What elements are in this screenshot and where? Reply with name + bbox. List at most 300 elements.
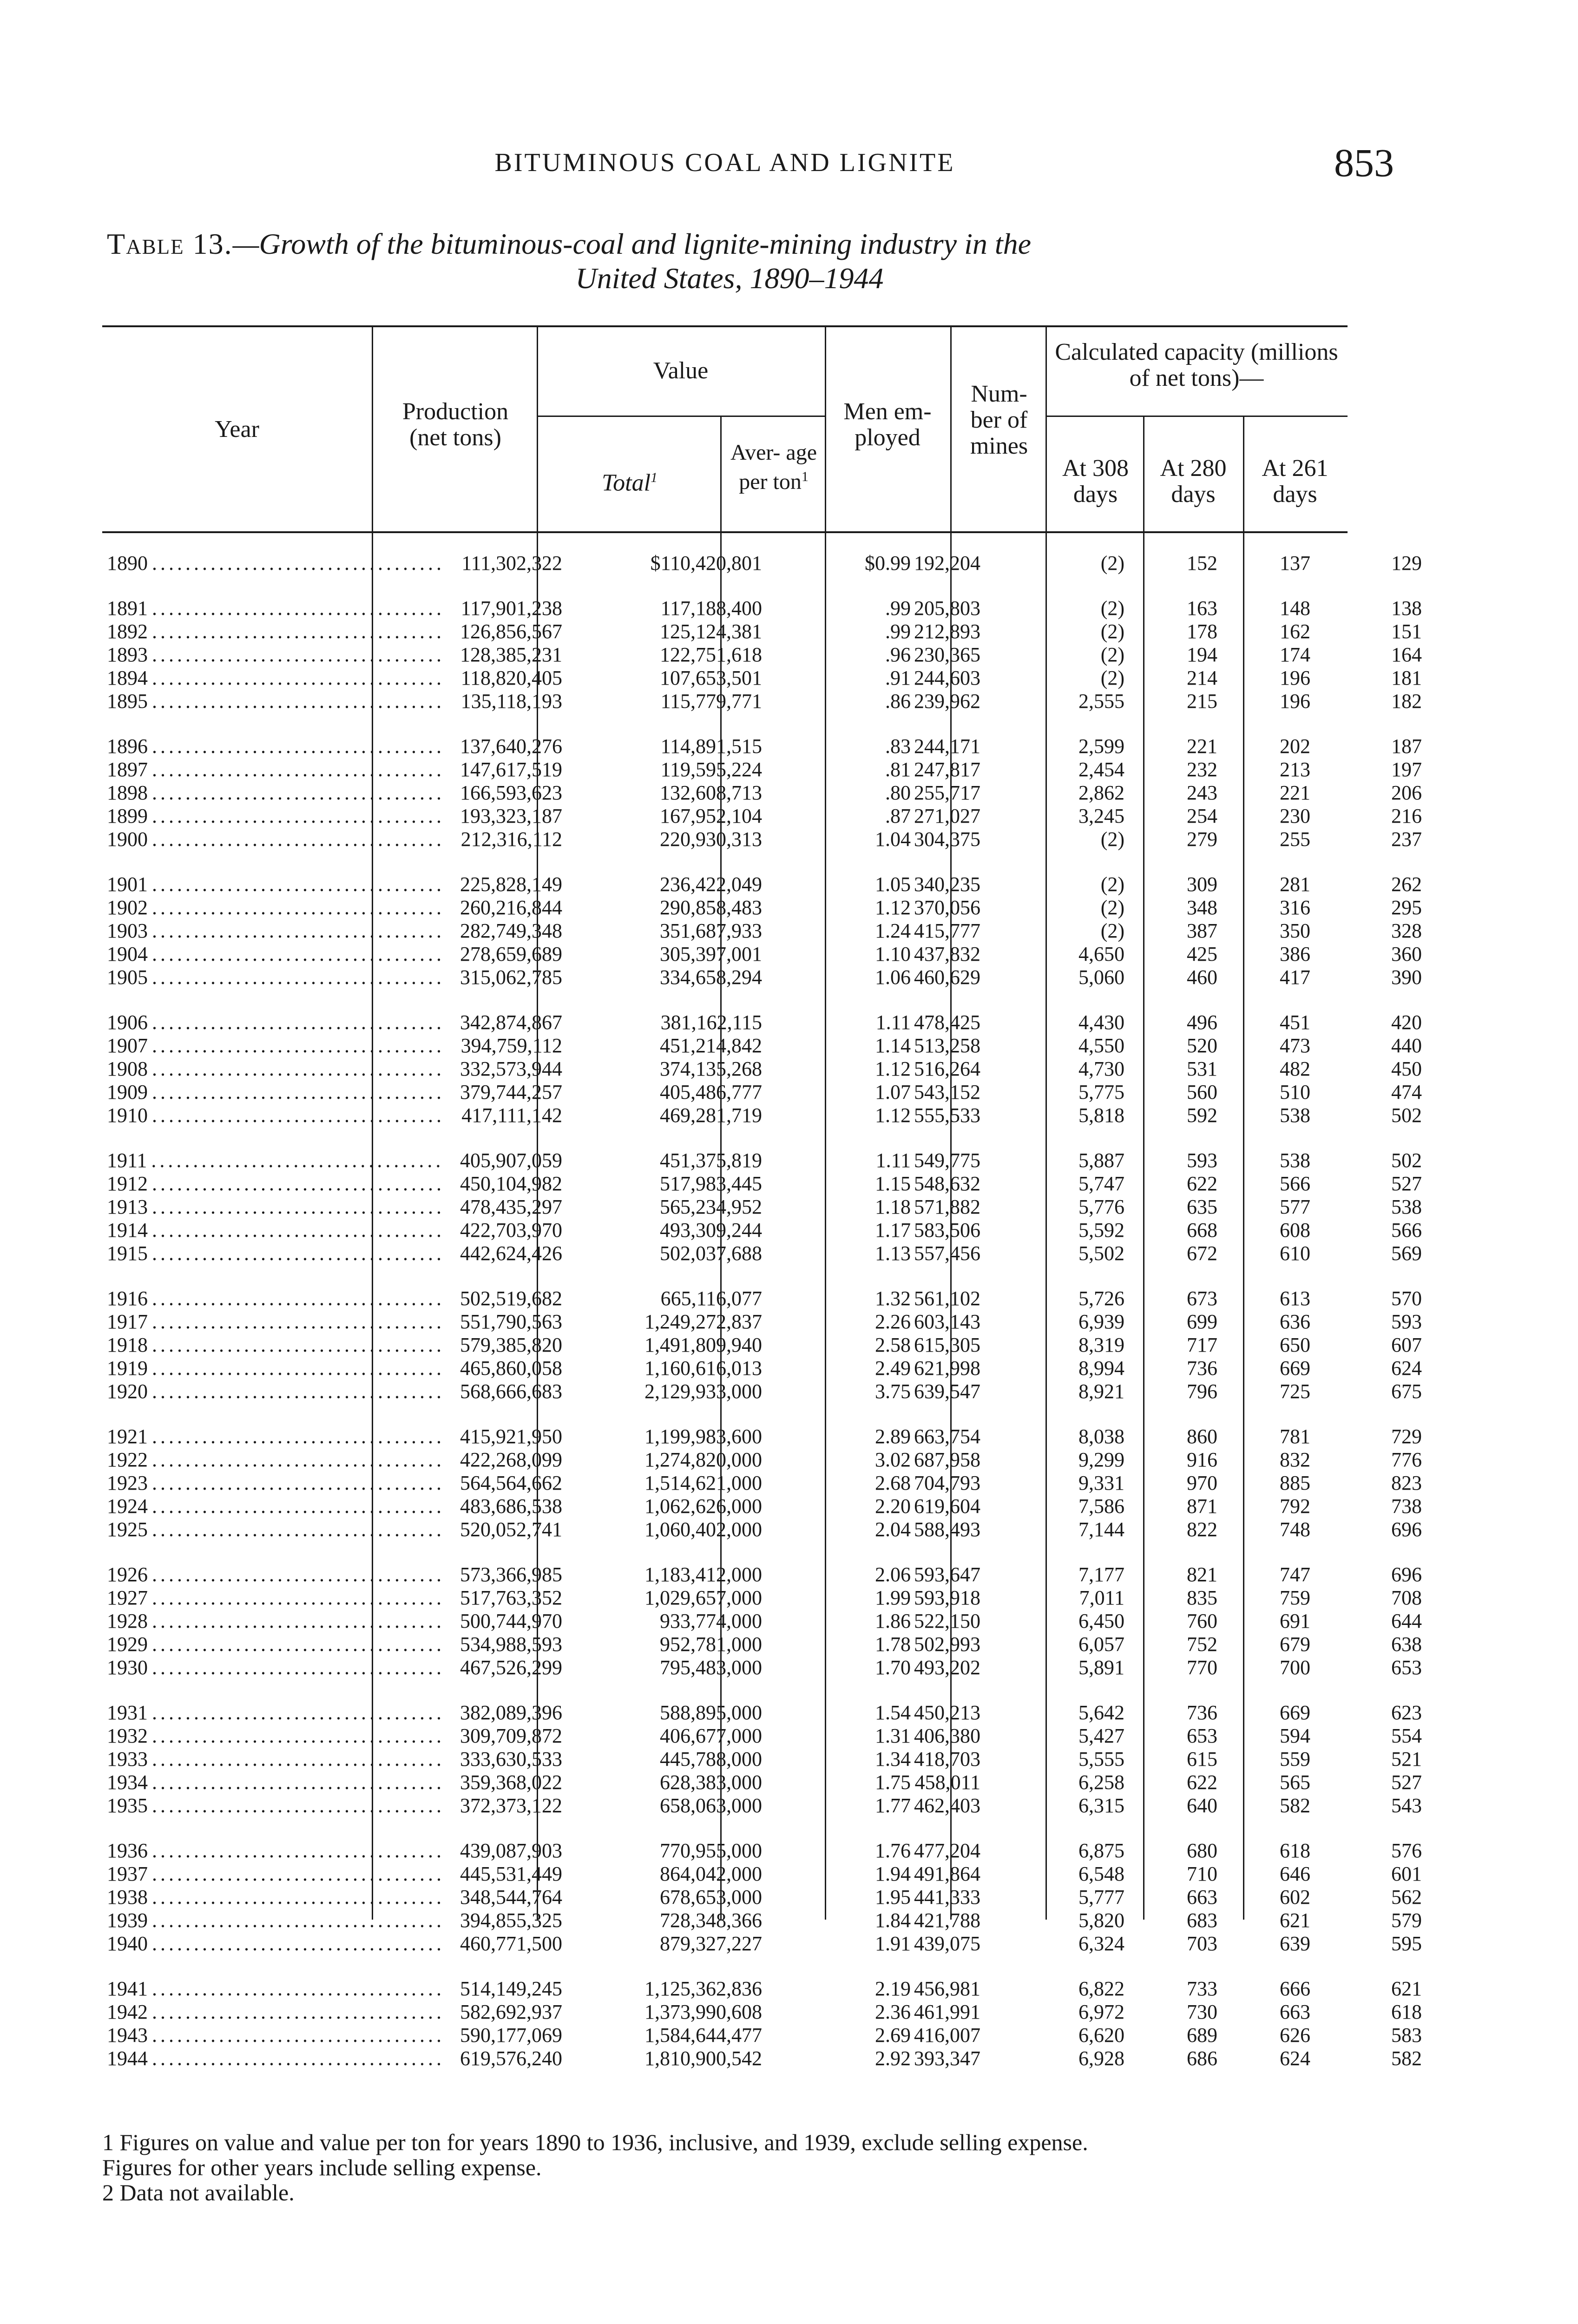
cell-c280: 196 <box>1280 667 1310 689</box>
cell-c308: 243 <box>1187 781 1217 804</box>
cell-year: 1896 . . . <box>107 734 441 759</box>
cell-mines: 6,939 <box>1078 1310 1124 1333</box>
cell-men: 304,375 <box>914 828 980 851</box>
top-rule <box>102 325 1348 327</box>
table-row <box>102 1656 1422 1680</box>
cell-c280: 281 <box>1280 873 1310 896</box>
cell-production: 118,820,405 <box>460 667 562 689</box>
cell-production: 517,763,352 <box>460 1586 562 1609</box>
cell-c308: 796 <box>1187 1380 1217 1403</box>
cell-production: 126,856,567 <box>460 620 562 643</box>
table-row <box>102 872 1422 897</box>
cell-total: 469,281,719 <box>660 1104 762 1127</box>
cell-production: 282,749,348 <box>460 919 562 942</box>
cell-total: 879,327,227 <box>660 1932 762 1955</box>
cell-c308: 348 <box>1187 896 1217 919</box>
cell-avg: 2.89 <box>875 1425 911 1448</box>
cell-c280: 663 <box>1280 2000 1310 2023</box>
cell-total: 125,124,381 <box>660 620 762 643</box>
cell-mines: 7,011 <box>1079 1586 1124 1609</box>
cell-avg: 1.11 <box>875 1149 911 1172</box>
cell-c280: 700 <box>1280 1656 1310 1679</box>
cell-total: 334,658,294 <box>660 966 762 989</box>
header-at-308-days: At 308 days <box>1062 455 1129 508</box>
cell-c308: 387 <box>1187 919 1217 942</box>
cell-c261: 151 <box>1391 620 1422 643</box>
cell-c261: 579 <box>1391 1909 1422 1932</box>
table-row <box>102 1609 1422 1633</box>
cell-avg: 1.70 <box>875 1656 911 1679</box>
cell-men: 239,962 <box>914 690 980 713</box>
cell-c280: 538 <box>1280 1104 1310 1127</box>
cell-mines: 6,057 <box>1078 1633 1124 1656</box>
cell-c308: 309 <box>1187 873 1217 896</box>
cell-c280: 781 <box>1280 1425 1310 1448</box>
cell-c261: 708 <box>1391 1586 1422 1609</box>
cell-avg: 2.58 <box>875 1334 911 1356</box>
table-row <box>102 1149 1422 1173</box>
cell-total: 445,788,000 <box>660 1748 762 1770</box>
cell-c308: 970 <box>1187 1472 1217 1494</box>
table-row <box>102 1747 1422 1771</box>
cell-avg: 3.75 <box>875 1380 911 1403</box>
cell-total: 1,249,272,837 <box>644 1310 762 1333</box>
cell-production: 342,874,867 <box>460 1011 562 1034</box>
cell-c308: 717 <box>1187 1334 1217 1356</box>
cell-total: 114,891,515 <box>660 735 762 758</box>
table-row <box>102 1977 1422 2001</box>
header-value: Value <box>653 357 709 384</box>
cell-men: 437,832 <box>914 943 980 965</box>
cell-c280: 621 <box>1280 1909 1310 1932</box>
cell-production: 514,149,245 <box>460 1977 562 2000</box>
cell-mines: (2) <box>1100 896 1124 919</box>
value-sub-rule <box>537 416 825 417</box>
cell-total: 493,309,244 <box>660 1219 762 1241</box>
cell-men: 593,918 <box>914 1586 980 1609</box>
cell-c280: 582 <box>1280 1794 1310 1817</box>
cell-avg: 1.15 <box>875 1172 911 1195</box>
cell-c280: 666 <box>1280 1977 1310 2000</box>
cell-c308: 683 <box>1187 1909 1217 1932</box>
cell-c280: 510 <box>1280 1081 1310 1103</box>
cell-mines: (2) <box>1100 552 1124 574</box>
header-total: Total$^1$ <box>601 469 658 496</box>
cell-c280: 386 <box>1280 943 1310 965</box>
cell-year: 1911 . . . <box>107 1149 441 1173</box>
cell-men: 593,647 <box>914 1563 980 1586</box>
table-row <box>102 1034 1422 1058</box>
cell-c308: 689 <box>1187 2024 1217 2047</box>
cell-year: 1930 . . . <box>107 1656 441 1680</box>
cell-men: 704,793 <box>914 1472 980 1494</box>
cell-year: 1921 . . . <box>107 1425 441 1449</box>
cell-production: 278,659,689 <box>460 943 562 965</box>
cell-c261: 390 <box>1391 966 1422 989</box>
cell-mines: 5,818 <box>1078 1104 1124 1127</box>
cell-c308: 860 <box>1187 1425 1217 1448</box>
cell-men: 548,632 <box>914 1172 980 1195</box>
cell-year: 1913 . . . <box>107 1195 441 1219</box>
cell-mines: 6,548 <box>1078 1862 1124 1885</box>
cell-c308: 653 <box>1187 1724 1217 1747</box>
cell-men: 439,075 <box>914 1932 980 1955</box>
cell-c280: 602 <box>1280 1886 1310 1908</box>
growth-table <box>102 325 1422 2070</box>
cell-c261: 138 <box>1391 597 1422 620</box>
cell-year: 1907 . . . <box>107 1034 441 1058</box>
cell-mines: 5,820 <box>1078 1909 1124 1932</box>
cell-men: 557,456 <box>914 1242 980 1265</box>
cell-production: 117,901,238 <box>460 597 562 620</box>
cell-avg: .86 <box>885 690 911 713</box>
cell-c308: 635 <box>1187 1195 1217 1218</box>
cell-year: 1923 . . . <box>107 1471 441 1495</box>
cell-men: 441,333 <box>914 1886 980 1908</box>
cell-mines: 6,875 <box>1078 1839 1124 1862</box>
cell-year: 1909 . . . <box>107 1080 441 1104</box>
cell-total: 1,062,626,000 <box>644 1495 762 1518</box>
cell-year: 1914 . . . <box>107 1218 441 1242</box>
table-row <box>102 1287 1422 1311</box>
cell-production: 442,624,426 <box>460 1242 562 1265</box>
cell-production: 465,860,058 <box>460 1357 562 1380</box>
cell-mines: 6,620 <box>1078 2024 1124 2047</box>
cell-mines: 6,315 <box>1078 1794 1124 1817</box>
cell-mines: (2) <box>1100 873 1124 896</box>
cell-men: 516,264 <box>914 1057 980 1080</box>
cell-total: 1,125,362,836 <box>644 1977 762 2000</box>
table-row <box>102 2000 1422 2024</box>
cell-mines: 5,777 <box>1078 1886 1124 1908</box>
header-at-280-days: At 280 days <box>1160 455 1227 508</box>
cell-c261: 624 <box>1391 1357 1422 1380</box>
cell-avg: 2.04 <box>875 1518 911 1541</box>
cell-c308: 699 <box>1187 1310 1217 1333</box>
cell-men: 460,629 <box>914 966 980 989</box>
cell-year: 1919 . . . <box>107 1356 441 1380</box>
cell-mines: 9,299 <box>1078 1448 1124 1471</box>
cell-c308: 215 <box>1187 690 1217 713</box>
cell-avg: 1.77 <box>875 1794 911 1817</box>
cell-avg: 1.12 <box>875 1104 911 1127</box>
cell-year: 1898 . . . <box>107 781 441 805</box>
cell-year: 1940 . . . <box>107 1932 441 1956</box>
cell-men: 619,604 <box>914 1495 980 1518</box>
table-row <box>102 1586 1422 1610</box>
cell-c308: 531 <box>1187 1057 1217 1080</box>
table-row <box>102 643 1422 667</box>
cell-c308: 668 <box>1187 1219 1217 1241</box>
cell-total: 1,584,644,477 <box>644 2024 762 2047</box>
cell-avg: 1.14 <box>875 1034 911 1057</box>
cell-total: 1,514,621,000 <box>644 1472 762 1494</box>
cell-c280: 613 <box>1280 1287 1310 1310</box>
cell-c308: 686 <box>1187 2047 1217 2070</box>
table-row <box>102 804 1422 828</box>
cell-c308: 821 <box>1187 1563 1217 1586</box>
cell-c280: 221 <box>1280 781 1310 804</box>
cell-production: 534,988,593 <box>460 1633 562 1656</box>
cell-c280: 565 <box>1280 1771 1310 1794</box>
cell-c261: 502 <box>1391 1104 1422 1127</box>
cell-c261: 675 <box>1391 1380 1422 1403</box>
cell-c261: 729 <box>1391 1425 1422 1448</box>
cell-total: 167,952,104 <box>660 805 762 827</box>
cell-c308: 152 <box>1187 552 1217 574</box>
cell-men: 555,533 <box>914 1104 980 1127</box>
cell-c261: 262 <box>1391 873 1422 896</box>
cell-c280: 148 <box>1280 597 1310 620</box>
table-row <box>102 1010 1422 1035</box>
cell-year: 1938 . . . <box>107 1885 441 1909</box>
cell-c261: 440 <box>1391 1034 1422 1057</box>
cell-c261: 206 <box>1391 781 1422 804</box>
cell-c308: 593 <box>1187 1149 1217 1172</box>
cell-c261: 823 <box>1391 1472 1422 1494</box>
cell-avg: 1.34 <box>875 1748 911 1770</box>
cell-mines: 3,245 <box>1078 805 1124 827</box>
cell-production: 422,268,099 <box>460 1448 562 1471</box>
cell-c261: 527 <box>1391 1771 1422 1794</box>
cell-year: 1891 . . . <box>107 596 441 621</box>
cell-production: 502,519,682 <box>460 1287 562 1310</box>
table-row <box>102 1701 1422 1725</box>
cell-avg: .91 <box>885 667 911 689</box>
cell-avg: .99 <box>885 597 911 620</box>
cell-men: 416,007 <box>914 2024 980 2047</box>
cell-year: 1910 . . . <box>107 1103 441 1128</box>
cell-total: 451,214,842 <box>660 1034 762 1057</box>
cell-avg: 1.12 <box>875 896 911 919</box>
cell-men: 415,777 <box>914 919 980 942</box>
cell-avg: 1.10 <box>875 943 911 965</box>
cell-mines: 8,319 <box>1078 1334 1124 1356</box>
cell-avg: 1.86 <box>875 1610 911 1632</box>
cell-total: $110,420,801 <box>650 552 762 574</box>
cell-c261: 653 <box>1391 1656 1422 1679</box>
cell-production: 445,531,449 <box>460 1862 562 1885</box>
cell-year: 1897 . . . <box>107 758 441 782</box>
cell-c280: 669 <box>1280 1701 1310 1724</box>
cell-c261: 538 <box>1391 1195 1422 1218</box>
cell-mines: (2) <box>1100 667 1124 689</box>
header-number-of-mines: Num- ber of mines <box>970 381 1028 459</box>
table-row <box>102 1425 1422 1449</box>
cell-mines: 2,555 <box>1078 690 1124 713</box>
cell-men: 212,893 <box>914 620 980 643</box>
table-row <box>102 1380 1422 1404</box>
cell-c280: 725 <box>1280 1380 1310 1403</box>
cell-total: 502,037,688 <box>660 1242 762 1265</box>
footnote-2: 2 Data not available. <box>102 2179 295 2205</box>
table-row <box>102 1724 1422 1748</box>
cell-c308: 496 <box>1187 1011 1217 1034</box>
cell-mines: 5,887 <box>1078 1149 1124 1172</box>
cell-year: 1895 . . . <box>107 689 441 713</box>
table-row <box>102 1195 1422 1219</box>
footnotes <box>102 2130 1357 2205</box>
cell-c261: 607 <box>1391 1334 1422 1356</box>
cell-c308: 214 <box>1187 667 1217 689</box>
cell-production: 166,593,623 <box>460 781 562 804</box>
cell-production: 460,771,500 <box>460 1932 562 1955</box>
cell-c308: 835 <box>1187 1586 1217 1609</box>
cell-avg: 1.76 <box>875 1839 911 1862</box>
cell-men: 621,998 <box>914 1357 980 1380</box>
cell-total: 1,491,809,940 <box>644 1334 762 1356</box>
cell-total: 220,930,313 <box>660 828 762 851</box>
cell-c308: 663 <box>1187 1886 1217 1908</box>
cell-c261: 595 <box>1391 1932 1422 1955</box>
cell-c308: 703 <box>1187 1932 1217 1955</box>
cell-c280: 255 <box>1280 828 1310 851</box>
cell-total: 952,781,000 <box>660 1633 762 1656</box>
cell-mines: 4,730 <box>1078 1057 1124 1080</box>
cell-mines: 4,650 <box>1078 943 1124 965</box>
cell-avg: 1.75 <box>875 1771 911 1794</box>
cell-year: 1915 . . . <box>107 1241 441 1266</box>
cell-c261: 182 <box>1391 690 1422 713</box>
cell-men: 477,204 <box>914 1839 980 1862</box>
cell-avg: 1.24 <box>875 919 911 942</box>
cell-total: 115,779,771 <box>660 690 762 713</box>
cell-production: 405,907,059 <box>460 1149 562 1172</box>
cell-men: 230,365 <box>914 643 980 666</box>
header-at-261-days: At 261 days <box>1262 455 1328 508</box>
cell-c280: 137 <box>1280 552 1310 574</box>
cell-mines: 6,972 <box>1078 2000 1124 2023</box>
cell-c261: 618 <box>1391 2000 1422 2023</box>
cell-men: 491,864 <box>914 1862 980 1885</box>
cell-year: 1927 . . . <box>107 1586 441 1610</box>
cell-men: 615,305 <box>914 1334 980 1356</box>
cell-c280: 747 <box>1280 1563 1310 1586</box>
cell-c280: 196 <box>1280 690 1310 713</box>
cell-c308: 752 <box>1187 1633 1217 1656</box>
cell-c261: 420 <box>1391 1011 1422 1034</box>
cell-c261: 129 <box>1391 552 1422 574</box>
cell-avg: 1.05 <box>875 873 911 896</box>
cell-men: 543,152 <box>914 1081 980 1103</box>
cell-c280: 566 <box>1280 1172 1310 1195</box>
cell-c280: 885 <box>1280 1472 1310 1494</box>
cell-c261: 776 <box>1391 1448 1422 1471</box>
cell-c280: 482 <box>1280 1057 1310 1080</box>
table-row <box>102 734 1422 759</box>
cell-c261: 474 <box>1391 1081 1422 1103</box>
capacity-sub-rule <box>1045 416 1348 417</box>
cell-mines: 5,642 <box>1078 1701 1124 1724</box>
table-row <box>102 1241 1422 1266</box>
cell-year: 1926 . . . <box>107 1563 441 1587</box>
table-row <box>102 1172 1422 1196</box>
cell-total: 1,274,820,000 <box>644 1448 762 1471</box>
cell-year: 1893 . . . <box>107 643 441 667</box>
table-row <box>102 919 1422 943</box>
cell-production: 333,630,533 <box>460 1748 562 1770</box>
footnote-1-cont: Figures for other years include selling expense. <box>102 2154 542 2180</box>
cell-c280: 759 <box>1280 1586 1310 1609</box>
cell-year: 1928 . . . <box>107 1609 441 1633</box>
header-average: Aver- age per ton$^1$ <box>730 440 817 494</box>
cell-c280: 608 <box>1280 1219 1310 1241</box>
cell-avg: 1.32 <box>875 1287 911 1310</box>
cell-production: 394,759,112 <box>460 1034 562 1057</box>
cell-avg: 1.07 <box>875 1081 911 1103</box>
cell-year: 1944 . . . <box>107 2047 441 2071</box>
cell-year: 1941 . . . <box>107 1977 441 2001</box>
cell-c280: 792 <box>1280 1495 1310 1518</box>
table-row <box>102 551 1422 575</box>
cell-total: 2,129,933,000 <box>644 1380 762 1403</box>
cell-c280: 626 <box>1280 2024 1310 2047</box>
table-row <box>102 1448 1422 1472</box>
cell-production: 382,089,396 <box>460 1701 562 1724</box>
cell-total: 1,029,657,000 <box>644 1586 762 1609</box>
cell-avg: 2.06 <box>875 1563 911 1586</box>
cell-c261: 638 <box>1391 1633 1422 1656</box>
cell-mines: 5,775 <box>1078 1081 1124 1103</box>
cell-mines: (2) <box>1100 597 1124 620</box>
cell-avg: 1.54 <box>875 1701 911 1724</box>
cell-c280: 594 <box>1280 1724 1310 1747</box>
cell-c280: 646 <box>1280 1862 1310 1885</box>
cell-year: 1906 . . . <box>107 1010 441 1035</box>
cell-men: 513,258 <box>914 1034 980 1057</box>
cell-c280: 559 <box>1280 1748 1310 1770</box>
cell-production: 348,544,764 <box>460 1886 562 1908</box>
table-row <box>102 758 1422 782</box>
cell-year: 1899 . . . <box>107 804 441 828</box>
cell-total: 107,653,501 <box>660 667 762 689</box>
table-row <box>102 1494 1422 1519</box>
cell-production: 551,790,563 <box>460 1310 562 1333</box>
cell-c308: 615 <box>1187 1748 1217 1770</box>
cell-men: 583,506 <box>914 1219 980 1241</box>
table-row <box>102 1057 1422 1081</box>
cell-total: 305,397,001 <box>660 943 762 965</box>
cell-year: 1933 . . . <box>107 1747 441 1771</box>
cell-production: 147,617,519 <box>460 758 562 781</box>
cell-mines: 5,502 <box>1078 1242 1124 1265</box>
table-row <box>102 666 1422 690</box>
cell-avg: 2.36 <box>875 2000 911 2023</box>
cell-c308: 770 <box>1187 1656 1217 1679</box>
table-row <box>102 1563 1422 1587</box>
table-row <box>102 965 1422 990</box>
cell-c308: 460 <box>1187 966 1217 989</box>
cell-avg: 2.19 <box>875 1977 911 2000</box>
cell-total: 628,383,000 <box>660 1771 762 1794</box>
cell-men: 418,703 <box>914 1748 980 1770</box>
cell-c280: 650 <box>1280 1334 1310 1356</box>
cell-men: 493,202 <box>914 1656 980 1679</box>
cell-production: 394,855,325 <box>460 1909 562 1932</box>
table-row <box>102 827 1422 852</box>
cell-c261: 360 <box>1391 943 1422 965</box>
cell-production: 520,052,741 <box>460 1518 562 1541</box>
cell-production: 422,703,970 <box>460 1219 562 1241</box>
cell-mines: (2) <box>1100 620 1124 643</box>
cell-production: 135,118,193 <box>460 690 562 713</box>
cell-total: 665,116,077 <box>660 1287 762 1310</box>
cell-men: 271,027 <box>914 805 980 827</box>
cell-c308: 254 <box>1187 805 1217 827</box>
cell-total: 1,810,900,542 <box>644 2047 762 2070</box>
table-row <box>102 1080 1422 1104</box>
cell-c280: 473 <box>1280 1034 1310 1057</box>
